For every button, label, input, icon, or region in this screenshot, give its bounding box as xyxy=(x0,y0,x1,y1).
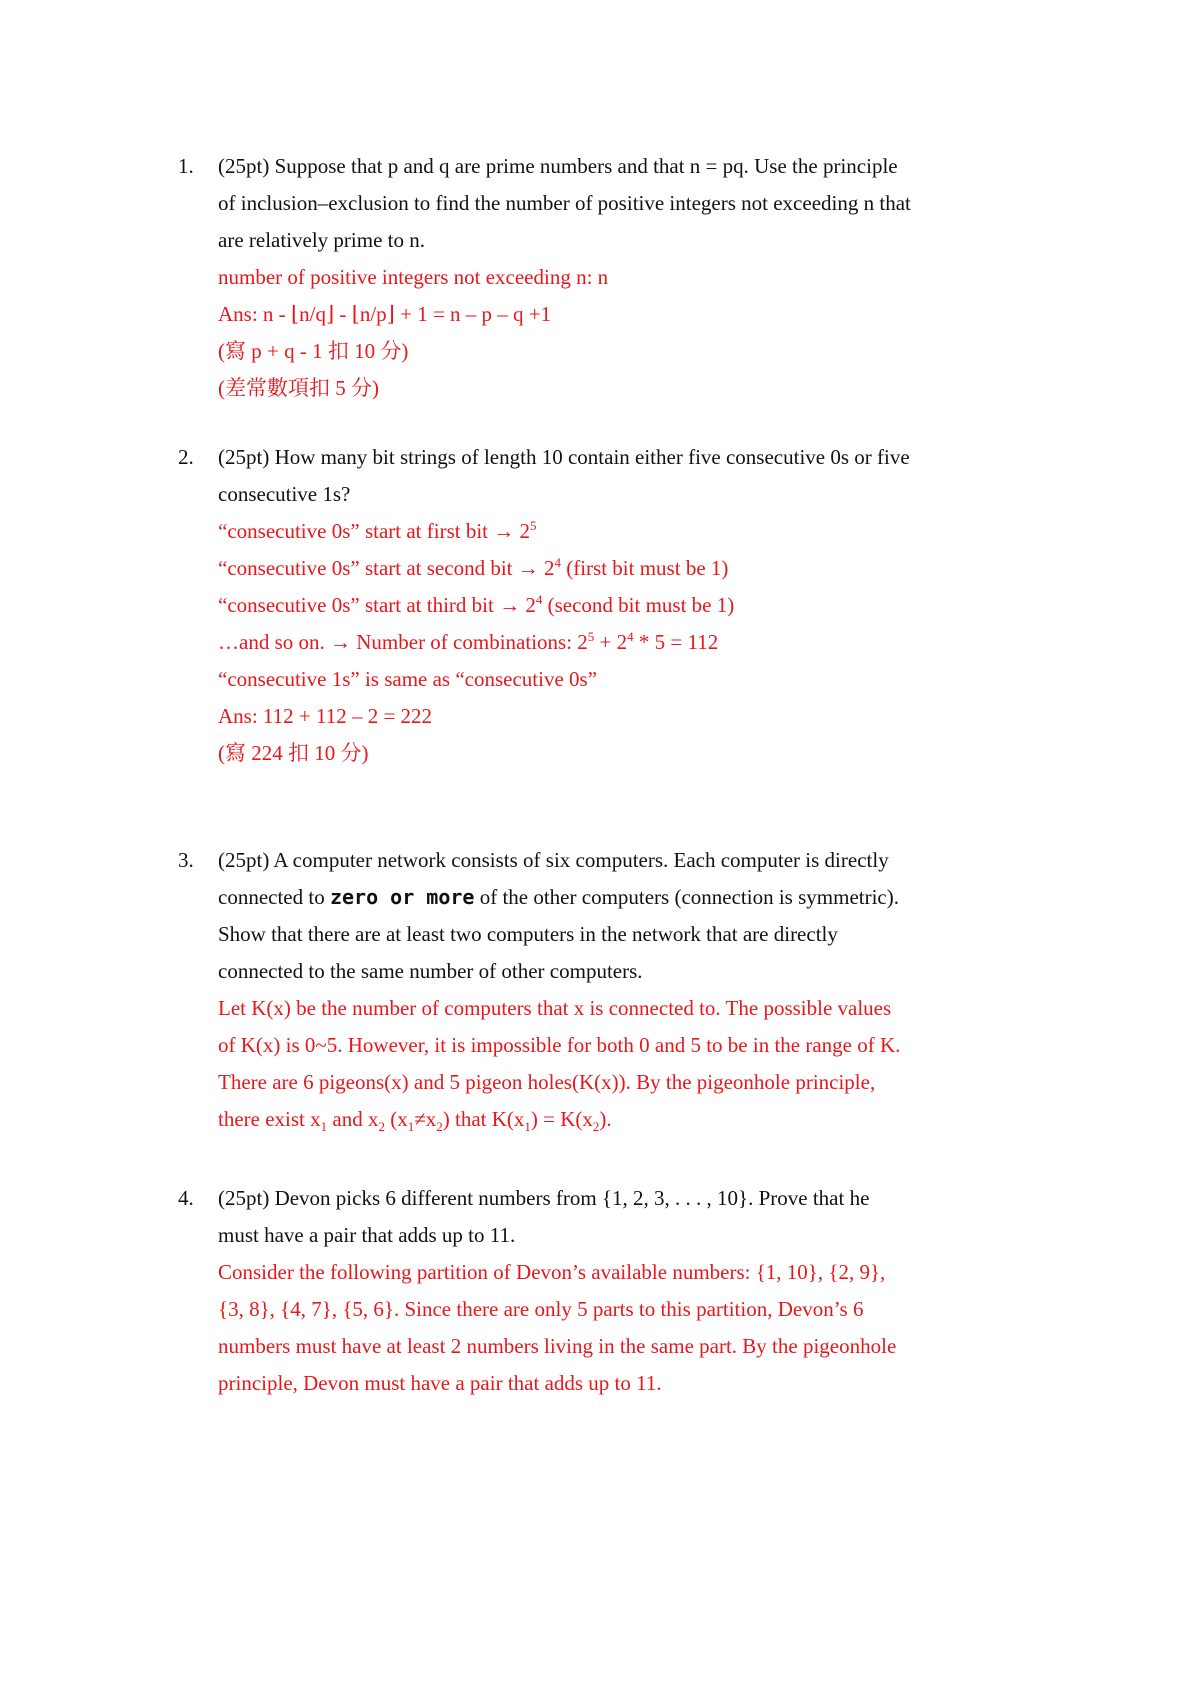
subscript: 2 xyxy=(378,1119,385,1135)
answer-line: Let K(x) be the number of computers that x is connected to. The possible values xyxy=(218,996,892,1020)
question-line: connected to the same number of other computers. xyxy=(218,959,643,983)
problem-number: 2. xyxy=(178,445,194,469)
answer-text: “consecutive 0s” start at first bit → 2 xyxy=(218,519,530,543)
grading-note: (差常數項扣 5 分) xyxy=(218,376,379,400)
subscript: 1 xyxy=(524,1119,531,1135)
problem-number: 4. xyxy=(178,1186,194,1210)
answer-text: (x xyxy=(384,1107,408,1131)
answer-line: principle, Devon must have a pair that adds up to 11. xyxy=(218,1371,662,1395)
answer-text: there exist x xyxy=(218,1107,321,1131)
question-line: Show that there are at least two computers in the network that are directly xyxy=(218,922,838,946)
question-text: of the other computers (connection is symmetric). xyxy=(474,885,899,909)
subscript: 1 xyxy=(407,1119,415,1135)
answer-text: ) that K(x xyxy=(442,1107,525,1131)
answer-line: {3, 8}, {4, 7}, {5, 6}. Since there are only 5 parts to this partition, Devon’s 6 xyxy=(218,1297,864,1321)
subscript: 2 xyxy=(436,1119,443,1135)
answer-text: (second bit must be 1) xyxy=(542,593,735,617)
exponent: 5 xyxy=(530,518,537,533)
subscript: 1 xyxy=(320,1119,328,1135)
question-line: (25pt) A computer network consists of six computers. Each computer is directly xyxy=(218,848,889,872)
problem-body xyxy=(218,439,1058,772)
problem-body xyxy=(218,842,1058,1138)
answer-line xyxy=(218,587,1058,624)
grading-note: (寫 p + q - 1 扣 10 分) xyxy=(218,339,409,363)
exponent: 4 xyxy=(535,592,543,607)
answer-text: “consecutive 0s” start at second bit → 2 xyxy=(218,556,555,580)
answer-line: “consecutive 1s” is same as “consecutive 0s” xyxy=(218,667,598,691)
question-line: (25pt) Devon picks 6 different numbers from {1, 2, 3, . . . , 10}. Prove that he xyxy=(218,1186,870,1210)
answer-text: * 5 = 112 xyxy=(633,630,719,654)
problem-body xyxy=(218,148,1058,407)
exponent: 5 xyxy=(587,629,595,644)
question-text: connected to xyxy=(218,885,330,909)
answer-line xyxy=(218,624,1058,661)
answer-line: Consider the following partition of Devon’s available numbers: {1, 10}, {2, 9}, xyxy=(218,1260,886,1284)
question-line: consecutive 1s? xyxy=(218,482,351,506)
emphasis-text: zero or more xyxy=(329,885,475,909)
question-line xyxy=(218,879,1058,916)
answer-text: ). xyxy=(599,1107,612,1131)
answer-line xyxy=(218,513,1058,550)
answer-line: number of positive integers not exceeding n: n xyxy=(218,265,609,289)
answer-line: Ans: 112 + 112 – 2 = 222 xyxy=(218,704,433,728)
answer-text: ) = K(x xyxy=(530,1107,593,1131)
answer-line xyxy=(218,550,1058,587)
answer-text: (first bit must be 1) xyxy=(560,556,729,580)
question-line: are relatively prime to n. xyxy=(218,228,425,252)
answer-line: Ans: n - ⌊n/q⌋ - ⌊n/p⌋ + 1 = n – p – q +1 xyxy=(218,302,552,326)
grading-note: (寫 224 扣 10 分) xyxy=(218,741,369,765)
answer-text: ≠x xyxy=(414,1107,437,1131)
answer-line: of K(x) is 0~5. However, it is impossible for both 0 and 5 to be in the range of K. xyxy=(218,1033,901,1057)
answer-line: numbers must have at least 2 numbers living in the same part. By the pigeonhole xyxy=(218,1334,897,1358)
answer-line: There are 6 pigeons(x) and 5 pigeon holes(K(x)). By the pigeonhole principle, xyxy=(218,1070,876,1094)
answer-text: and x xyxy=(327,1107,379,1131)
question-line: of inclusion–exclusion to find the number of positive integers not exceeding n that xyxy=(218,191,911,215)
question-line: (25pt) Suppose that p and q are prime numbers and that n = pq. Use the principle xyxy=(218,154,898,178)
problem-body xyxy=(218,1180,1058,1402)
exponent: 4 xyxy=(554,555,561,570)
answer-line xyxy=(218,1101,1058,1138)
answer-text: “consecutive 0s” start at third bit → 2 xyxy=(218,593,536,617)
answer-text: …and so on. → Number of combinations: 2 xyxy=(218,630,588,654)
problem-number: 3. xyxy=(178,848,194,872)
exponent: 4 xyxy=(627,629,634,644)
subscript: 2 xyxy=(592,1119,600,1135)
answer-text: + 2 xyxy=(594,630,628,654)
question-line: must have a pair that adds up to 11. xyxy=(218,1223,516,1247)
question-line: (25pt) How many bit strings of length 10 contain either five consecutive 0s or five xyxy=(218,445,910,469)
problem-number: 1. xyxy=(178,154,194,178)
